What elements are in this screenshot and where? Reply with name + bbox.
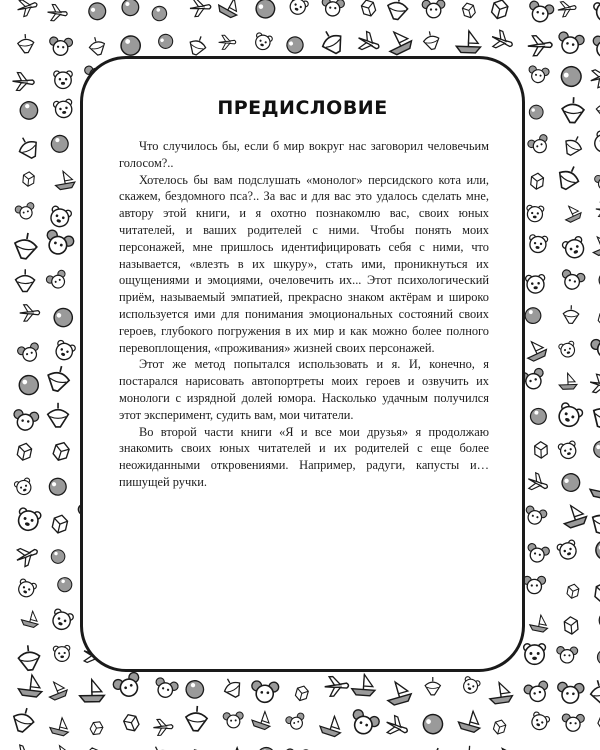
boat-icon	[529, 613, 550, 632]
boat-icon	[522, 337, 549, 363]
mouse-face-icon	[152, 677, 179, 700]
boat-icon	[218, 744, 249, 750]
spinning-top-icon	[595, 99, 600, 119]
teddy-bear-icon	[561, 236, 587, 261]
spinning-top-icon	[563, 305, 579, 324]
teddy-bear-icon	[558, 341, 577, 359]
boat-icon	[493, 744, 520, 750]
spinning-top-icon	[561, 133, 586, 159]
ball-icon	[558, 63, 585, 90]
ball-icon	[524, 306, 543, 325]
ball-icon	[593, 538, 600, 563]
mouse-face-icon	[527, 133, 552, 156]
boat-icon	[51, 743, 73, 750]
ball-icon	[150, 4, 169, 23]
teddy-bear-icon	[593, 0, 600, 24]
airplane-icon	[527, 35, 552, 56]
teddy-bear-icon	[558, 440, 579, 460]
boat-icon	[318, 713, 344, 738]
airplane-icon	[557, 0, 577, 17]
ball-icon	[421, 712, 445, 736]
boat-icon	[383, 27, 414, 57]
mouse-face-icon	[594, 174, 600, 190]
ball-icon	[528, 104, 544, 120]
ball-icon	[50, 549, 66, 565]
spinning-top-icon	[460, 745, 478, 750]
airplane-icon	[153, 719, 173, 736]
cube-icon	[294, 685, 309, 703]
spinning-top-icon	[422, 30, 441, 51]
airplane-icon	[189, 0, 211, 17]
spinning-top-icon	[15, 269, 34, 292]
mouse-face-icon	[523, 505, 548, 527]
mouse-face-icon	[12, 409, 40, 432]
teddy-bear-icon	[53, 645, 71, 662]
mouse-face-icon	[525, 543, 550, 565]
airplane-icon	[597, 747, 600, 750]
boat-icon	[456, 31, 481, 54]
spinning-top-icon	[17, 644, 41, 671]
airplane-icon	[588, 373, 600, 395]
spinning-top-icon	[14, 133, 41, 162]
mouse-face-icon	[556, 646, 577, 663]
spinning-top-icon	[17, 33, 34, 53]
preface-text	[119, 138, 489, 491]
mouse-face-icon	[527, 65, 550, 84]
boat-icon	[53, 170, 75, 191]
teddy-bear-icon	[53, 99, 74, 119]
ball-icon	[50, 134, 70, 154]
teddy-bear-icon	[48, 205, 73, 229]
boat-icon	[216, 0, 243, 20]
teddy-bear-icon	[556, 539, 579, 561]
mouse-face-icon	[17, 342, 42, 364]
cube-icon	[23, 171, 35, 186]
ball-icon	[529, 406, 549, 426]
spinning-top-icon	[220, 675, 245, 701]
ball-icon	[18, 374, 39, 395]
boat-icon	[384, 679, 413, 707]
boat-icon	[351, 674, 376, 696]
airplane-icon	[355, 30, 383, 56]
cube-icon	[596, 713, 600, 731]
ball-icon	[156, 32, 175, 51]
ball-icon	[183, 678, 206, 701]
boat-icon	[588, 233, 600, 257]
airplane-icon	[20, 305, 40, 322]
teddy-bear-icon	[54, 71, 73, 89]
airplane-icon	[218, 35, 235, 49]
airplane-icon	[489, 28, 516, 53]
cube-icon	[51, 514, 68, 535]
airplane-icon	[324, 676, 349, 697]
mouse-face-icon	[557, 682, 585, 704]
mouse-face-icon	[14, 202, 36, 221]
cube-icon	[566, 583, 579, 599]
spinning-top-icon	[317, 26, 347, 57]
spinning-top-icon	[10, 705, 37, 734]
teddy-bear-icon	[525, 275, 545, 294]
spinning-top-icon	[589, 506, 600, 536]
teddy-bear-icon	[555, 402, 584, 430]
boat-icon	[18, 674, 44, 698]
mouse-face-icon	[559, 269, 585, 292]
cube-icon	[490, 0, 509, 20]
spinning-top-icon	[148, 743, 172, 750]
boat-icon	[559, 373, 577, 390]
cube-icon	[52, 441, 71, 463]
teddy-bear-icon	[49, 608, 74, 632]
mouse-face-icon	[422, 0, 445, 18]
teddy-bear-icon	[53, 340, 77, 363]
mouse-face-icon	[321, 0, 345, 17]
spinning-top-icon	[13, 231, 39, 260]
airplane-icon	[13, 543, 41, 569]
boat-icon	[561, 203, 583, 224]
cube-icon	[461, 2, 476, 19]
boat-icon	[49, 716, 72, 737]
teddy-bear-icon	[253, 32, 273, 51]
mouse-face-icon	[591, 36, 600, 59]
teddy-bear-icon	[528, 234, 548, 253]
mouse-face-icon	[45, 269, 70, 292]
mouse-face-icon	[251, 681, 279, 704]
cube-icon	[16, 442, 32, 461]
ball-icon	[52, 306, 75, 329]
paragraph: Этот же метод попытался использовать и я. И, конечно, я постарался нарисовать автопортреты моих героев и озвучить их монологи с изрядной долей юмора. Насколько удачным получился этот эксперимент, судить вам, мои читатели.	[119, 357, 489, 422]
teddy-bear-icon	[591, 130, 600, 155]
ball-icon	[120, 35, 142, 57]
cube-icon	[564, 616, 578, 634]
spinning-top-icon	[561, 97, 584, 124]
cube-icon	[594, 582, 600, 604]
mouse-face-icon	[112, 671, 145, 701]
teddy-bear-icon	[14, 477, 34, 496]
ball-icon	[253, 0, 277, 21]
boat-icon	[589, 474, 600, 500]
spinning-top-icon	[587, 677, 600, 706]
airplane-icon	[10, 744, 36, 750]
spinning-top-icon	[185, 705, 208, 731]
teddy-bear-icon	[526, 205, 544, 222]
ball-icon	[48, 477, 68, 497]
cube-icon	[360, 0, 377, 18]
spinning-top-icon	[187, 34, 209, 58]
ball-icon	[17, 99, 40, 122]
mouse-face-icon	[285, 712, 307, 732]
teddy-bear-icon	[287, 0, 309, 17]
spinning-top-icon	[386, 0, 410, 21]
mouse-face-icon	[556, 31, 585, 56]
boat-icon	[488, 681, 513, 704]
teddy-bear-icon	[16, 578, 38, 599]
boat-icon	[20, 609, 41, 628]
airplane-icon	[525, 471, 551, 495]
page-title: ПРЕДИСЛОВИЕ	[217, 97, 388, 119]
boat-icon	[45, 679, 69, 702]
airplane-icon	[383, 714, 411, 740]
teddy-bear-icon	[15, 507, 41, 533]
spinning-top-icon	[87, 35, 107, 56]
spinning-top-icon	[589, 399, 600, 431]
airplane-icon	[595, 202, 600, 218]
cube-icon	[89, 719, 105, 737]
boat-icon	[560, 502, 589, 529]
spinning-top-icon	[45, 364, 72, 394]
teddy-bear-icon	[461, 676, 481, 696]
airplane-icon	[588, 65, 600, 89]
teddy-bear-icon	[529, 711, 551, 732]
ball-icon	[592, 439, 600, 459]
cube-icon	[492, 719, 506, 736]
mouse-face-icon	[49, 37, 73, 57]
paragraph: Во второй части книги «Я и все мои друзья» я продолжаю знакомить своих юных читателей и их родителей с еще более неожиданными откровениями. Например, радуги, капусты и… пишущей ручки.	[119, 424, 489, 489]
paragraph: Хотелось бы вам подслушать «монолог» персидского кота или, скажем, бездомного пса?.. За вас и для вас это удалось сделать мне, автору этой книги, и я охотно познакомлю вас, своих юных читателей, и ваших родителей с ними. Чтобы понять моих персонажей, мне пришлось идентифицировать себя с ними, что называется, «влезть в их шкуру», стать ими, проникнуться их ощущениями и эмоциями, очеловечить их... Этот психологический приём, называемый эмпатией, прекрасно знаком актёрам и широко используется ими для понимания эмоциональных состояний своих героев, глубокого погружения в их мир и как можно более полного перевоплощения, «проживания» жизней своих персонажей.	[119, 172, 489, 355]
boat-icon	[79, 679, 104, 702]
mouse-face-icon	[42, 229, 75, 258]
spinning-top-icon	[48, 403, 69, 427]
cube-icon	[122, 712, 140, 733]
ball-icon	[86, 0, 108, 22]
mouse-face-icon	[523, 576, 545, 593]
cube-icon	[530, 173, 544, 190]
boat-icon	[457, 708, 484, 733]
spinning-top-icon	[419, 744, 447, 750]
paragraph: Что случилось бы, если б мир вокруг нас заговорил человечьим голосом?..	[119, 139, 489, 170]
spinning-top-icon	[425, 677, 440, 695]
airplane-icon	[122, 746, 144, 750]
mouse-face-icon	[562, 714, 585, 732]
mouse-face-icon	[523, 680, 551, 704]
ball-icon	[56, 576, 74, 594]
mouse-face-icon	[347, 708, 380, 738]
cube-icon	[535, 441, 548, 458]
airplane-icon	[12, 72, 35, 91]
mouse-face-icon	[223, 712, 244, 728]
ball-icon	[122, 0, 139, 16]
ball-icon	[559, 471, 582, 494]
boat-icon	[250, 708, 274, 730]
ball-icon	[255, 744, 278, 750]
airplane-icon	[15, 0, 39, 18]
airplane-icon	[47, 4, 68, 22]
mouse-face-icon	[526, 0, 554, 24]
ball-icon	[284, 34, 305, 55]
spinning-top-icon	[554, 162, 583, 193]
teddy-bear-icon	[524, 644, 546, 665]
preface-card	[80, 56, 525, 672]
mouse-face-icon	[590, 334, 600, 362]
